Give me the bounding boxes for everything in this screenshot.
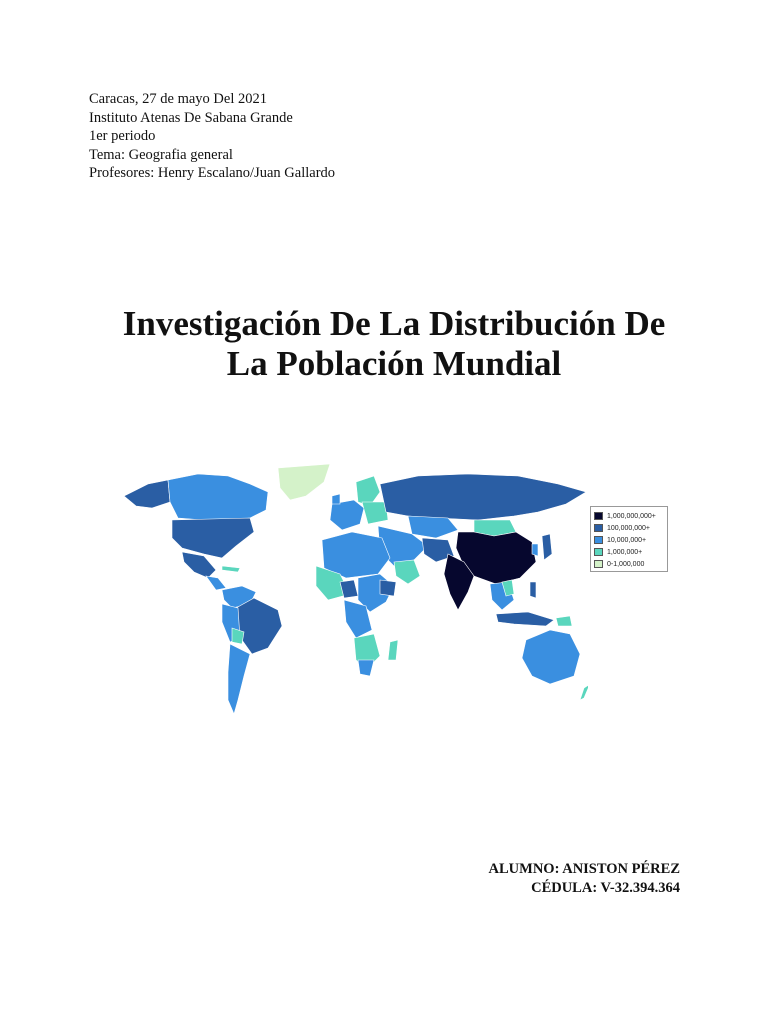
madagascar [388, 640, 398, 660]
russia [380, 474, 586, 520]
document-title [60, 304, 728, 384]
philippines [530, 582, 536, 598]
legend-label: 10,000,000+ [607, 536, 647, 544]
legend-swatch [594, 512, 603, 520]
mexico [182, 552, 216, 578]
legend-label: 1,000,000,000+ [607, 512, 656, 520]
japan [542, 534, 552, 560]
student-name: ALUMNO: ANISTON PÉREZ [488, 861, 680, 877]
institution-line: Instituto Atenas De Sabana Grande [89, 109, 293, 126]
new-zealand [580, 684, 588, 700]
legend-item [594, 510, 664, 522]
legend-swatch [594, 524, 603, 532]
europe-east [362, 502, 388, 524]
scandinavia [356, 476, 380, 506]
title-line-2: La Población Mundial [226, 344, 562, 383]
kazakhstan [408, 516, 458, 538]
usa [172, 518, 254, 558]
korea [532, 544, 538, 556]
legend-item [594, 546, 664, 558]
student-info [489, 860, 680, 897]
europe-west [330, 500, 364, 530]
canada [168, 474, 268, 520]
legend-label: 100,000,000+ [607, 524, 651, 532]
map-legend [590, 506, 668, 572]
australia [522, 630, 580, 684]
greenland [278, 464, 330, 500]
uk [332, 494, 340, 504]
title-line-1: Investigación De La Distribución De [122, 304, 666, 343]
legend-swatch [594, 548, 603, 556]
indonesia [496, 612, 554, 626]
arabia [394, 560, 420, 584]
brazil [236, 598, 282, 654]
teachers-line: Profesores: Henry Escalano/Juan Gallardo [89, 165, 336, 181]
caribbean [222, 566, 240, 572]
south-africa [358, 660, 374, 676]
legend-label: 0-1,000,000 [607, 560, 645, 568]
document-header [89, 90, 335, 183]
png [556, 616, 572, 626]
student-id: CÉDULA: V-32.394.364 [531, 879, 680, 896]
central-america [206, 576, 226, 590]
argentina-chile [228, 644, 250, 714]
legend-item [594, 534, 664, 546]
legend-swatch [594, 536, 603, 544]
legend-item [594, 558, 664, 570]
period-line: 1er periodo [89, 128, 156, 144]
legend-item [594, 522, 664, 534]
legend-swatch [594, 560, 603, 568]
alaska [124, 480, 170, 508]
legend-label: 1,000,000+ [607, 548, 643, 556]
world-population-map [118, 462, 588, 720]
ethiopia [380, 580, 396, 596]
topic-line: Tema: Geografia general [89, 146, 233, 163]
date-line: Caracas, 27 de mayo Del 2021 [89, 91, 267, 107]
